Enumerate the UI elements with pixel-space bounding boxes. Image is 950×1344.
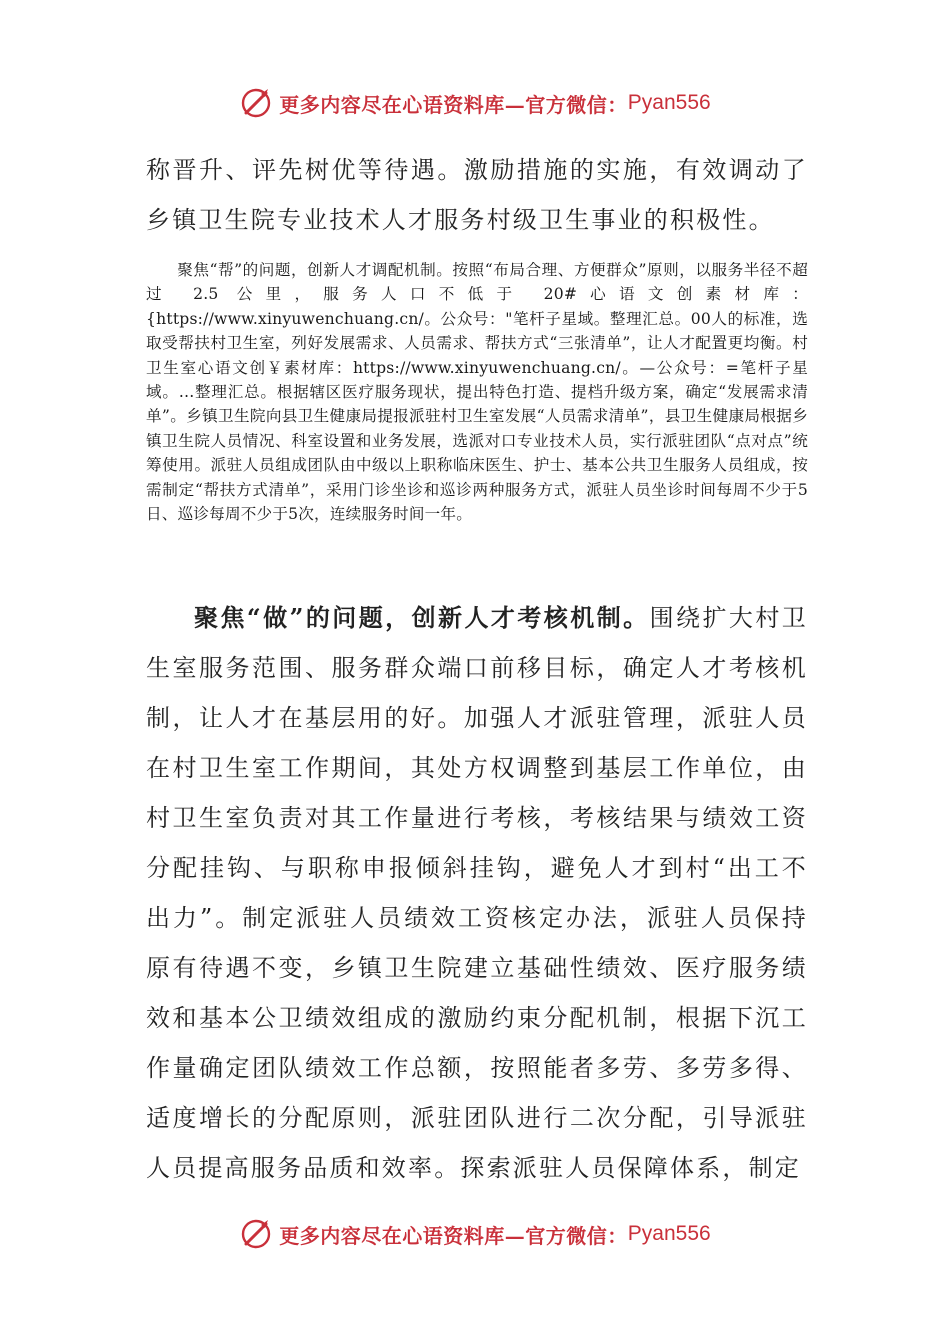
section-1	[146, 145, 808, 245]
banner-wechat-id: Pyan556	[627, 91, 711, 114]
footer-banner	[0, 1214, 950, 1254]
paragraph-continuation: 称晋升、评先树优等待遇。激励措施的实施，有效调动了乡镇卫生院专业技术人才服务村级卫生事业的积极性。	[146, 156, 808, 234]
header-banner	[0, 83, 950, 123]
banner-wechat-id: Pyan556	[627, 1222, 711, 1245]
paragraph-zuo	[146, 593, 808, 1193]
paragraph-body: 围绕扩大村卫生室服务范围、服务群众端口前移目标，确定人才考核机制，让人才在基层用的好。加强人才派驻管理，派驻人员在村卫生室工作期间，其处方权调整到基层工作单位，由村卫生室负责对其工作量进行考核，考核结果与绩效工资分配挂钩、与职称申报倾斜挂钩，避免人才到村“出工不出力”。制定派驻人员绩效工资核定办法，派驻人员保持原有待遇不变，乡镇卫生院建立基础性绩效、医疗服务绩效和基本公卫绩效组成的激励约束分配机制，根据下沉工作量确定团队绩效工作总额，按照能者多劳、多劳多得、适度增长的分配原则，派驻团队进行二次分配，引导派驻人员提高服务品质和效率。探索派驻人员保障体系，制定	[146, 604, 808, 1182]
banner-text: 更多内容尽在心语资料库—官方微信：	[279, 1223, 628, 1248]
pen-logo-icon	[239, 86, 273, 120]
section-3	[146, 593, 808, 1193]
section-2	[146, 258, 808, 526]
banner-text: 更多内容尽在心语资料库—官方微信：	[279, 92, 628, 117]
paragraph-bang: 聚焦“帮”的问题，创新人才调配机制。按照“布局合理、方便群众”原则，以服务半径不超过 2.5 公里，服务人口不低于 20#心语文创素材库：{https://www.xinyuwenchuang.cn/。公众号："笔杆子星域。整理汇总。00人的标准，选取受帮扶村卫生室，列好发展需求、人员需求、帮扶方式“三张清单”，让人才配置更均衡。村卫生室心语文创￥素材库：https://www.xinyuwenchuang.cn/。—公众号：=笔杆子星域。…整理汇总。根据辖区医疗服务现状，提出特色打造、提档升级方案，确定“发展需求清单”。乡镇卫生院向县卫生健康局提报派驻村卫生室发展“人员需求清单”，县卫生健康局根据乡镇卫生院人员情况、科室设置和业务发展，选派对口专业技术人员，实行派驻团队“点对点”统筹使用。派驻人员组成团队由中级以上职称临床医生、护士、基本公共卫生服务人员组成，按需制定“帮扶方式清单”，采用门诊坐诊和巡诊两种服务方式，派驻人员坐诊时间每周不少于5日、巡诊每周不少于5次，连续服务时间一年。	[146, 261, 808, 524]
pen-logo-icon	[239, 1217, 273, 1251]
paragraph-heading: 聚焦“做”的问题，创新人才考核机制。	[194, 603, 650, 632]
